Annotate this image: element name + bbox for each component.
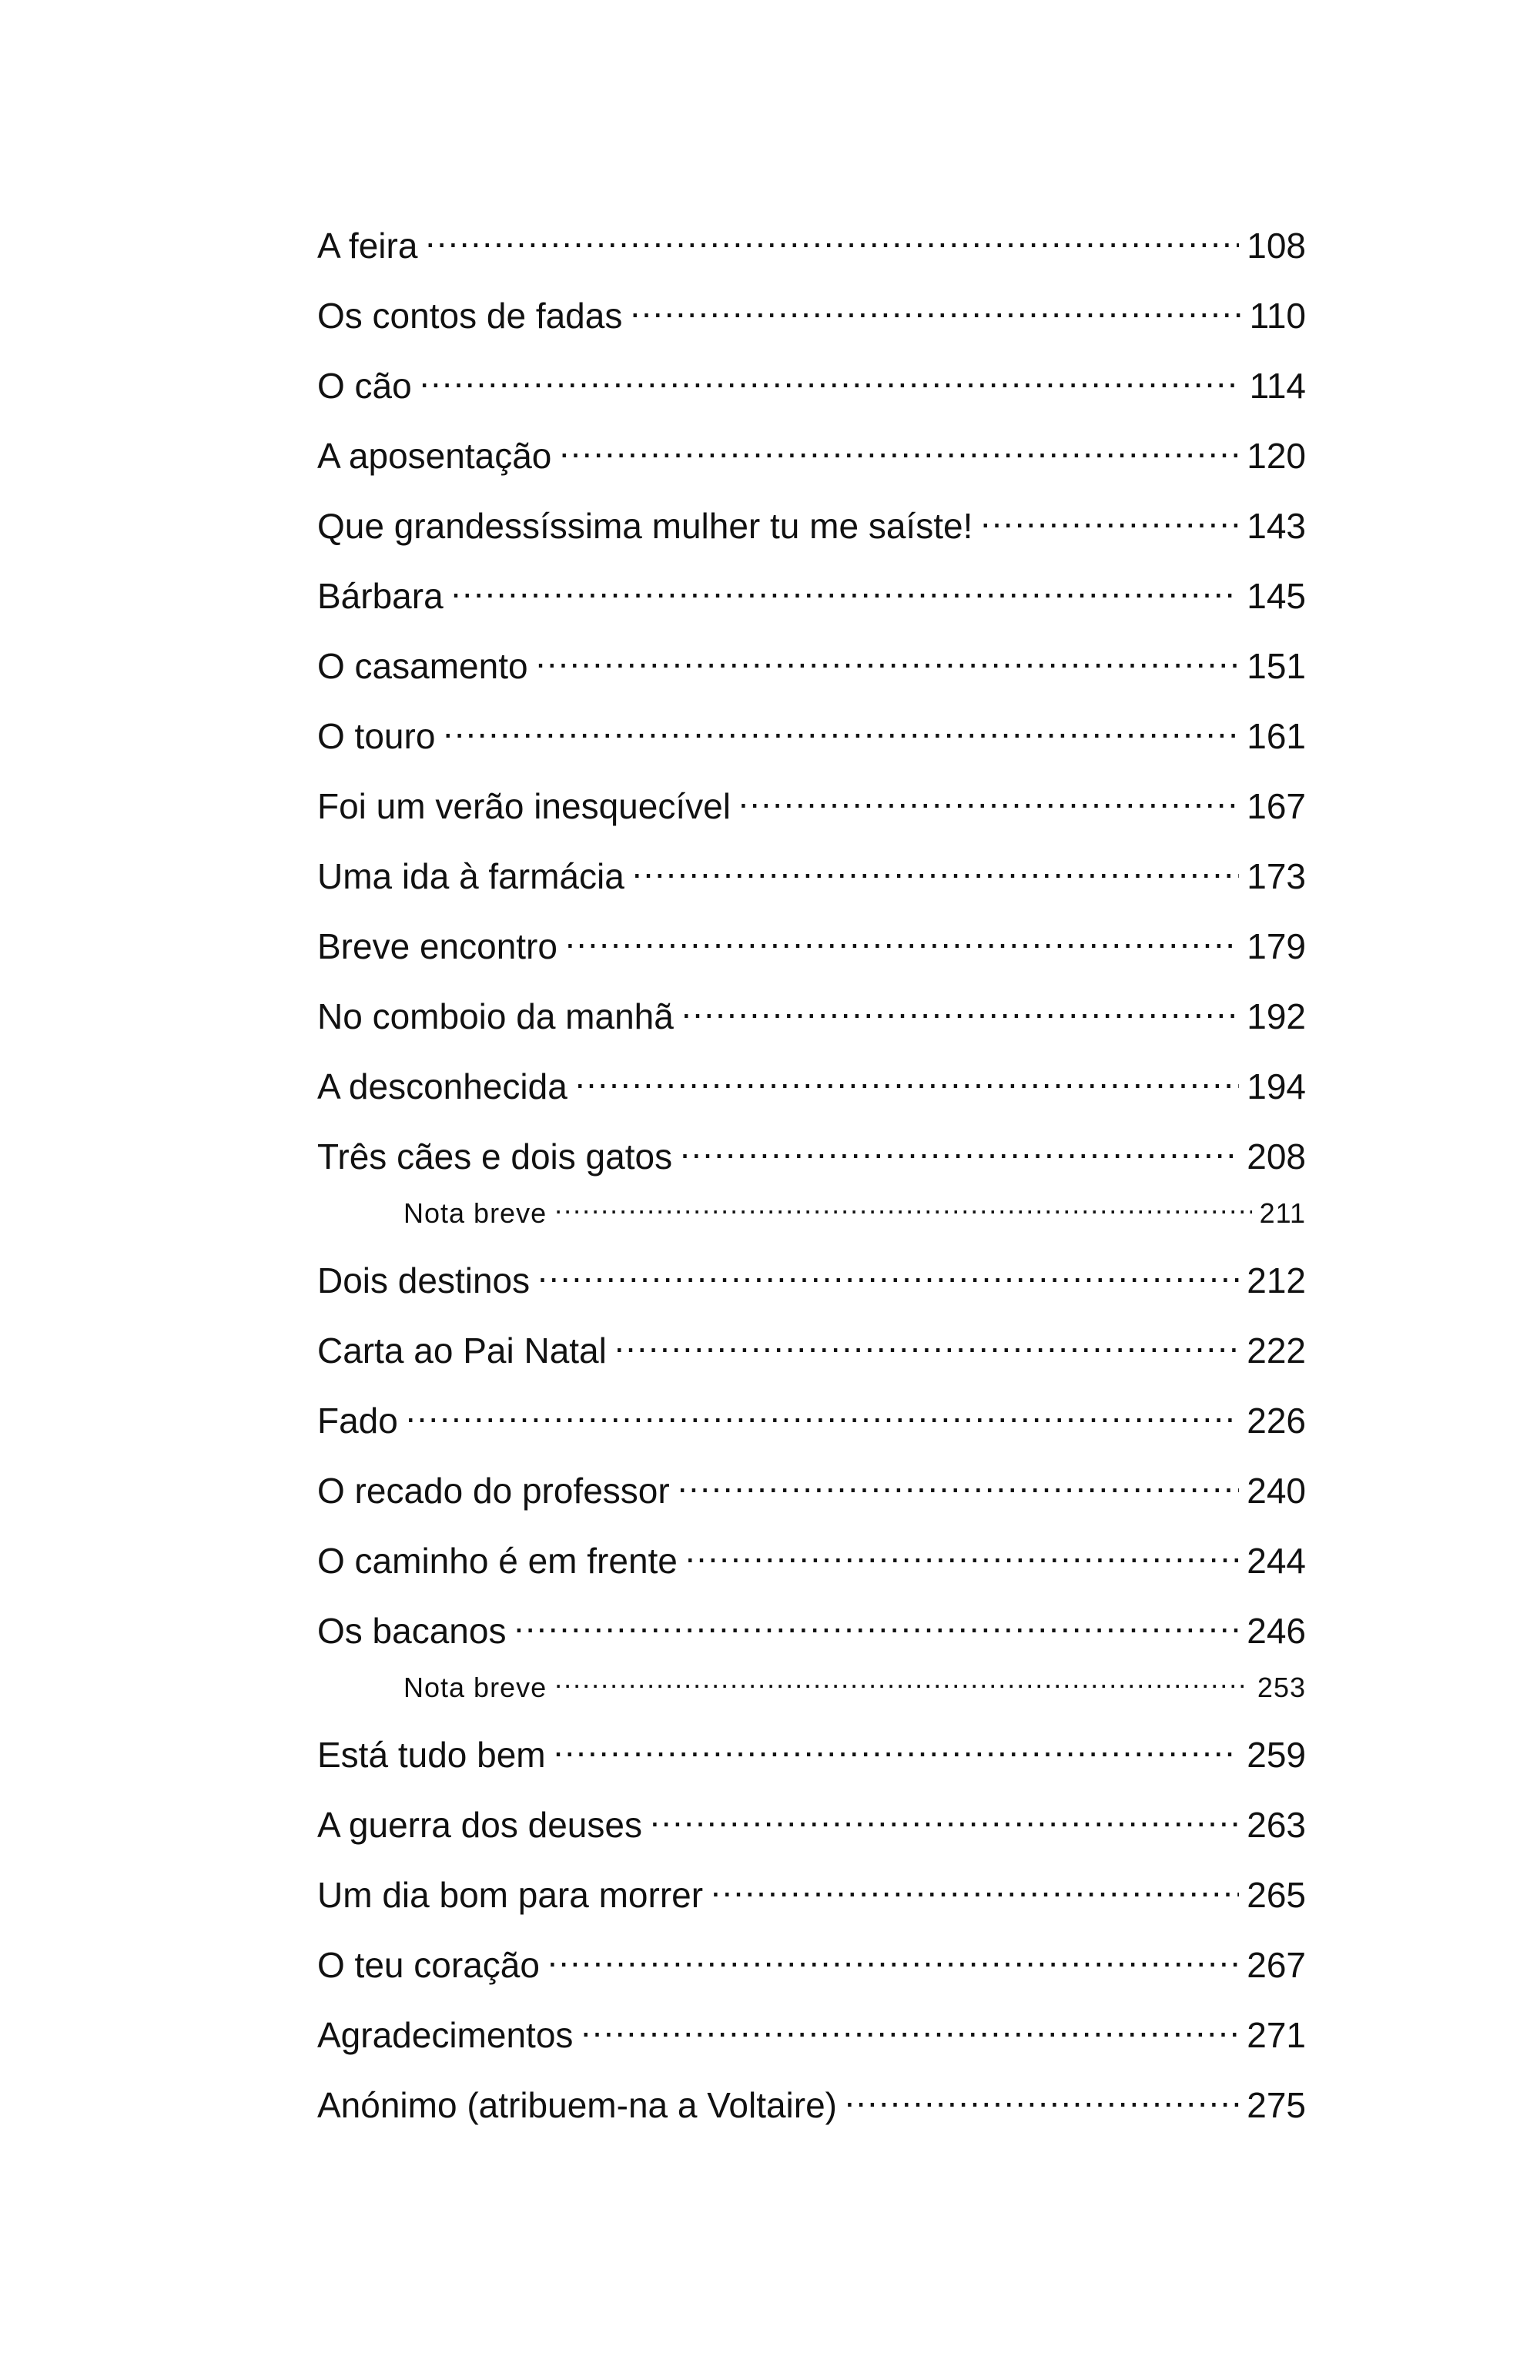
toc-entry[interactable] xyxy=(317,783,1306,829)
dot-leader xyxy=(980,503,1239,538)
dot-leader xyxy=(581,2012,1239,2047)
dot-leader xyxy=(845,2082,1239,2117)
toc-entry[interactable] xyxy=(317,1732,1306,1778)
toc-entry-page: 110 xyxy=(1249,296,1306,336)
toc-entry-title: Anónimo (atribuem-na a Voltaire) xyxy=(317,2085,837,2125)
toc-entry[interactable] xyxy=(317,853,1306,899)
toc-entry[interactable] xyxy=(317,1398,1306,1444)
dot-leader xyxy=(443,713,1239,748)
toc-entry[interactable] xyxy=(317,1327,1306,1374)
toc-entry-page: 143 xyxy=(1247,506,1306,546)
toc-entry-title: O casamento xyxy=(317,646,528,686)
toc-entry[interactable] xyxy=(317,1257,1306,1304)
dot-leader xyxy=(425,223,1239,258)
toc-entry[interactable] xyxy=(317,923,1306,969)
toc-entry-page: 265 xyxy=(1247,1875,1306,1915)
toc-entry-title: A aposentação xyxy=(317,436,552,476)
toc-entry[interactable] xyxy=(317,363,1306,409)
dot-leader xyxy=(554,1669,1250,1697)
toc-entry-title: Nota breve xyxy=(403,1197,547,1229)
dot-leader xyxy=(738,783,1239,818)
dot-leader xyxy=(420,363,1242,398)
toc-entry[interactable] xyxy=(317,2012,1306,2058)
dot-leader xyxy=(632,853,1239,889)
dot-leader xyxy=(680,1133,1239,1169)
toc-entry-title: Carta ao Pai Natal xyxy=(317,1331,607,1371)
toc-entry-page: 226 xyxy=(1247,1401,1306,1441)
dot-leader xyxy=(614,1327,1239,1363)
toc-entry-page: 212 xyxy=(1247,1260,1306,1300)
toc-entry[interactable] xyxy=(317,1608,1306,1654)
toc-entry[interactable] xyxy=(317,503,1306,549)
toc-entry-title: A feira xyxy=(317,226,418,266)
toc-entry-page: 151 xyxy=(1247,646,1306,686)
toc-entry-title: Breve encontro xyxy=(317,926,557,966)
toc-subentry[interactable] xyxy=(403,1195,1306,1232)
toc-entry-title: No comboio da manhã xyxy=(317,996,674,1036)
toc-entry-page: 114 xyxy=(1249,366,1306,406)
toc-entry-title: Bárbara xyxy=(317,576,444,616)
toc-entry-title: Agradecimentos xyxy=(317,2015,574,2055)
toc-entry[interactable] xyxy=(317,433,1306,479)
toc-subentry[interactable] xyxy=(403,1669,1306,1706)
toc-entry-title: O caminho é em frente xyxy=(317,1541,678,1581)
dot-leader xyxy=(681,993,1239,1029)
dot-leader xyxy=(575,1063,1239,1099)
toc-entry-page: 161 xyxy=(1247,716,1306,756)
toc-entry[interactable] xyxy=(317,2082,1306,2128)
dot-leader xyxy=(565,923,1239,959)
toc-entry-title: Uma ida à farmácia xyxy=(317,856,624,896)
toc-entry-page: 194 xyxy=(1247,1066,1306,1106)
toc-entry-page: 179 xyxy=(1247,926,1306,966)
dot-leader xyxy=(630,293,1241,328)
toc-entry-title: Que grandessíssima mulher tu me saíste! xyxy=(317,506,973,546)
toc-entry-title: O cão xyxy=(317,366,412,406)
toc-entry[interactable] xyxy=(317,643,1306,689)
toc-entry-title: Nota breve xyxy=(403,1672,547,1703)
toc-entry[interactable] xyxy=(317,1872,1306,1918)
toc-entry-page: 259 xyxy=(1247,1735,1306,1775)
toc-entry-title: O teu coração xyxy=(317,1945,540,1985)
toc-entry-title: A guerra dos deuses xyxy=(317,1805,642,1845)
toc-entry-page: 240 xyxy=(1247,1471,1306,1511)
toc-entry-page: 145 xyxy=(1247,576,1306,616)
toc-entry-page: 173 xyxy=(1247,856,1306,896)
toc-entry[interactable] xyxy=(317,573,1306,619)
toc-entry-page: 208 xyxy=(1247,1136,1306,1177)
toc-entry-title: Três cães e dois gatos xyxy=(317,1136,673,1177)
toc-entry-page: 271 xyxy=(1247,2015,1306,2055)
dot-leader xyxy=(537,1257,1239,1293)
toc-entry-title: Foi um verão inesquecível xyxy=(317,786,731,826)
toc-entry-page: 222 xyxy=(1247,1331,1306,1371)
toc-entry-title: Dois destinos xyxy=(317,1260,531,1300)
dot-leader xyxy=(711,1872,1239,1907)
toc-entry-page: 120 xyxy=(1247,436,1306,476)
toc-entry[interactable] xyxy=(317,1802,1306,1848)
toc-entry-page: 244 xyxy=(1247,1541,1306,1581)
toc-entry-title: Os contos de fadas xyxy=(317,296,623,336)
dot-leader xyxy=(554,1195,1251,1223)
toc-entry[interactable] xyxy=(317,1063,1306,1110)
dot-leader xyxy=(547,1942,1239,1977)
toc-entry[interactable] xyxy=(317,1942,1306,1988)
dot-leader xyxy=(678,1468,1240,1503)
toc-entry[interactable] xyxy=(317,713,1306,759)
toc-entry-page: 211 xyxy=(1259,1197,1306,1229)
toc-entry-page: 267 xyxy=(1247,1945,1306,1985)
dot-leader xyxy=(650,1802,1239,1837)
toc-entry-title: O touro xyxy=(317,716,436,756)
toc-entry-page: 246 xyxy=(1247,1611,1306,1651)
dot-leader xyxy=(536,643,1240,678)
toc-entry-title: Fado xyxy=(317,1401,398,1441)
toc-entry[interactable] xyxy=(317,1468,1306,1514)
dot-leader xyxy=(554,1732,1240,1767)
toc-entry-title: A desconhecida xyxy=(317,1066,567,1106)
toc-entry[interactable] xyxy=(317,1133,1306,1180)
toc-entry-title: Os bacanos xyxy=(317,1611,507,1651)
dot-leader xyxy=(559,433,1239,468)
toc-entry-title: Está tudo bem xyxy=(317,1735,546,1775)
toc-entry-page: 167 xyxy=(1247,786,1306,826)
toc-entry[interactable] xyxy=(317,1538,1306,1584)
toc-entry-title: Um dia bom para morrer xyxy=(317,1875,704,1915)
dot-leader xyxy=(451,573,1240,608)
toc-entry-page: 192 xyxy=(1247,996,1306,1036)
dot-leader xyxy=(514,1608,1239,1643)
toc-entry[interactable] xyxy=(317,293,1306,339)
toc-entry[interactable] xyxy=(317,993,1306,1039)
toc-entry[interactable] xyxy=(317,223,1306,269)
dot-leader xyxy=(406,1398,1239,1433)
dot-leader xyxy=(685,1538,1239,1573)
toc-entry-title: O recado do professor xyxy=(317,1471,670,1511)
toc-entry-page: 108 xyxy=(1247,226,1306,266)
toc-entry-page: 253 xyxy=(1257,1672,1306,1703)
toc-entry-page: 275 xyxy=(1247,2085,1306,2125)
toc-entry-page: 263 xyxy=(1247,1805,1306,1845)
